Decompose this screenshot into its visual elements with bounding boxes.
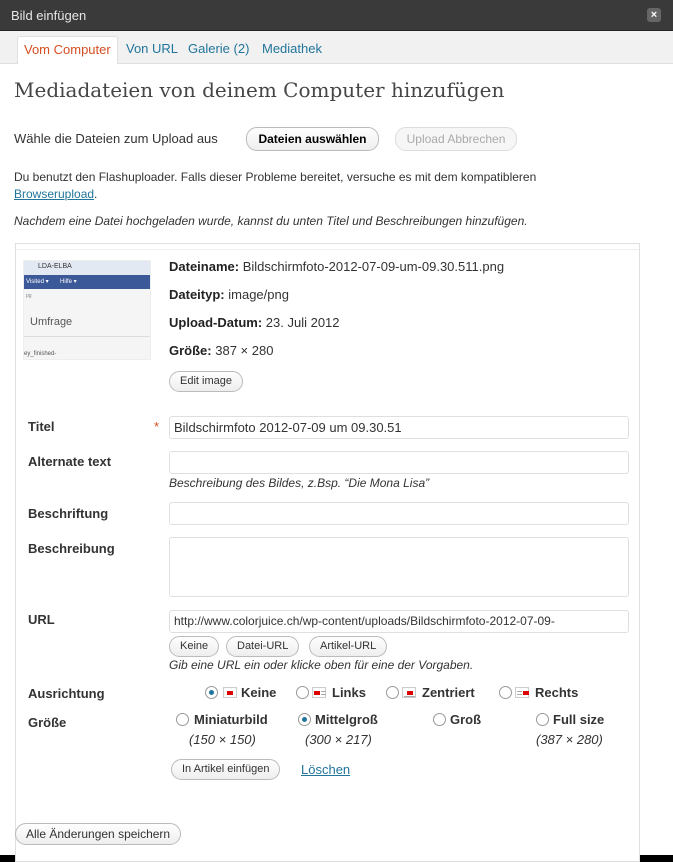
required-mark: * <box>154 419 160 434</box>
size-full-dims: (387 × 280) <box>536 732 603 747</box>
align-center-icon <box>402 687 416 698</box>
align-right-radio[interactable] <box>499 686 512 699</box>
size-medium-dims: (300 × 217) <box>305 732 372 747</box>
align-right-icon <box>515 687 529 698</box>
align-center-radio[interactable] <box>386 686 399 699</box>
tab-media-library[interactable]: Mediathek <box>262 41 322 56</box>
align-center-label[interactable]: Zentriert <box>422 685 475 700</box>
browser-upload-link[interactable]: Browserupload <box>14 187 95 201</box>
description-textarea[interactable] <box>169 537 629 597</box>
size-thumbnail-radio[interactable] <box>176 713 189 726</box>
upload-hint: Nachdem eine Datei hochgeladen wurde, kannst du unten Titel und Beschreibungen hinzufügen. <box>14 214 528 228</box>
url-none-button[interactable]: Keine <box>169 636 219 657</box>
caption-label: Beschriftung <box>28 506 109 521</box>
page-title: Mediadateien von deinem Computer hinzufügen <box>14 78 505 102</box>
size-thumbnail-dims: (150 × 150) <box>189 732 256 747</box>
select-files-button[interactable]: Dateien auswählen <box>246 127 379 151</box>
thumbnail-header-text: LDA-ELBA <box>38 263 72 270</box>
size-medium-label[interactable]: Mittelgroß <box>315 712 378 727</box>
cancel-upload-button[interactable]: Upload Abbrechen <box>395 127 517 151</box>
file-url-button[interactable]: Datei-URL <box>226 636 299 657</box>
delete-link[interactable]: Löschen <box>301 762 351 777</box>
thumbnail-menu-text: Visited ▾ <box>26 279 49 285</box>
divider <box>16 249 639 250</box>
flash-uploader-notice <box>14 169 654 203</box>
file-name: Dateiname: Bildschirmfoto-2012-07-09-um-09.30.511.png <box>169 259 505 274</box>
close-icon[interactable]: × <box>647 8 661 22</box>
alt-text-input[interactable] <box>169 451 629 474</box>
url-label: URL <box>28 612 55 627</box>
dialog-titlebar <box>0 0 673 31</box>
tab-bar <box>0 31 673 64</box>
file-size: Größe: 387 × 280 <box>169 343 274 358</box>
tab-from-url[interactable]: Von URL <box>126 41 179 56</box>
alignment-label: Ausrichtung <box>28 686 105 701</box>
media-item <box>15 243 640 862</box>
size-label: Größe <box>28 715 67 730</box>
thumbnail-small-text: pg <box>26 293 32 299</box>
notice-text: Du benutzt den Flashuploader. Falls dieser Probleme bereitet, versuche es mit dem kompatibleren <box>14 170 537 184</box>
alt-text-help: Beschreibung des Bildes, z.Bsp. “Die Mona Lisa” <box>169 476 430 490</box>
size-full-label[interactable]: Full size <box>553 712 605 727</box>
upload-prompt: Wähle die Dateien zum Upload aus <box>14 131 218 146</box>
notice-suffix: . <box>94 187 98 201</box>
align-left-label[interactable]: Links <box>332 685 366 700</box>
thumbnail-menu-text: Hilfe ▾ <box>60 279 77 285</box>
url-help: Gib eine URL ein oder klicke oben für eine der Vorgaben. <box>169 658 474 672</box>
post-url-button[interactable]: Artikel-URL <box>309 636 387 657</box>
title-input[interactable]: Bildschirmfoto 2012-07-09 um 09.30.51 <box>169 416 629 439</box>
alt-text-label: Alternate text <box>28 454 112 469</box>
tab-gallery[interactable]: Galerie (2) <box>188 41 250 56</box>
title-label: Titel <box>28 419 55 434</box>
align-none-radio[interactable] <box>205 686 218 699</box>
insert-into-post-button[interactable]: In Artikel einfügen <box>171 759 280 780</box>
align-none-label[interactable]: Keine <box>241 685 277 700</box>
thumbnail-heading-text: Umfrage <box>30 316 73 328</box>
tab-from-computer[interactable]: Vom Computer <box>17 36 118 65</box>
size-thumbnail-label[interactable]: Miniaturbild <box>194 712 268 727</box>
edit-image-button[interactable]: Edit image <box>169 371 243 392</box>
thumbnail-footer-text: ey_finished- <box>24 351 57 357</box>
size-medium-radio[interactable] <box>298 713 311 726</box>
align-left-icon <box>312 687 326 698</box>
size-full-radio[interactable] <box>536 713 549 726</box>
save-all-changes-button[interactable]: Alle Änderungen speichern <box>15 823 181 845</box>
align-left-radio[interactable] <box>296 686 309 699</box>
upload-panel <box>0 64 673 855</box>
align-right-label[interactable]: Rechts <box>535 685 579 700</box>
size-large-radio[interactable] <box>433 713 446 726</box>
upload-date: Upload-Datum: 23. Juli 2012 <box>169 315 340 330</box>
description-label: Beschreibung <box>28 541 115 556</box>
align-none-icon <box>223 687 237 698</box>
url-input[interactable]: http://www.colorjuice.ch/wp-content/uploads/Bildschirmfoto-2012-07-09- <box>169 610 629 633</box>
dialog-title: Bild einfügen <box>11 8 87 23</box>
file-type: Dateityp: image/png <box>169 287 289 302</box>
caption-input[interactable] <box>169 502 629 525</box>
image-thumbnail <box>23 260 151 360</box>
size-large-label[interactable]: Groß <box>450 712 482 727</box>
